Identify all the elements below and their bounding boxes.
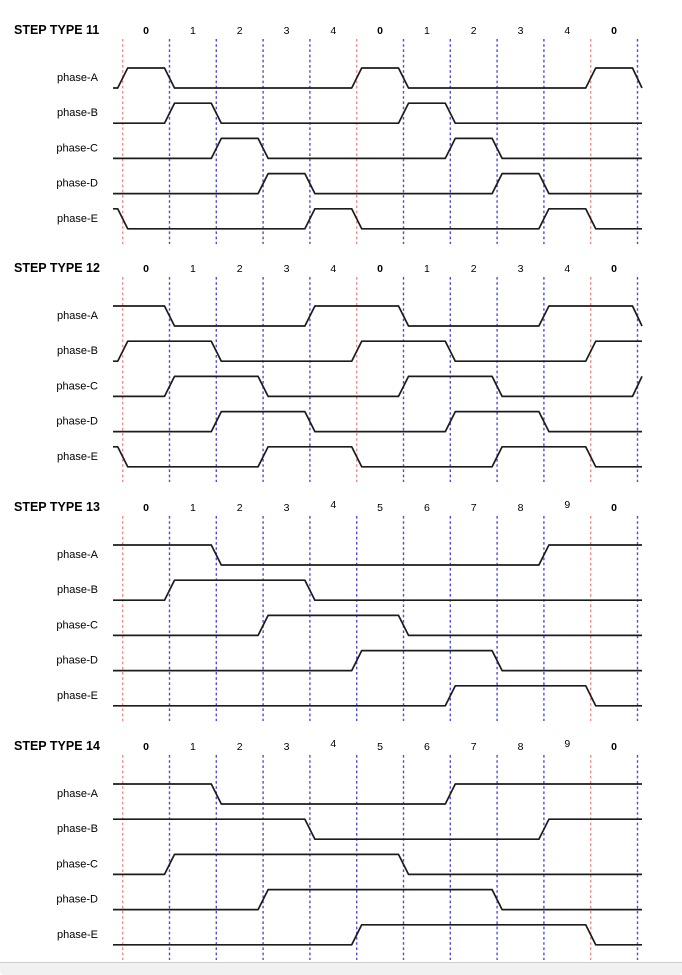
phase-label: phase-B	[57, 107, 98, 120]
step-label: 3	[283, 263, 290, 275]
step-label: 3	[283, 741, 290, 753]
step-label: 5	[377, 502, 384, 514]
step-label: 0	[143, 263, 150, 275]
section-title: STEP TYPE 13	[14, 500, 100, 514]
waveform-phase-E	[113, 209, 642, 229]
step-label: 4	[330, 263, 337, 275]
phase-label: phase-B	[57, 823, 98, 836]
step-label: 6	[423, 741, 430, 753]
step-label: 7	[470, 741, 477, 753]
waveform-phase-E	[113, 925, 642, 945]
step-label: 7	[470, 502, 477, 514]
step-label: 1	[189, 741, 196, 753]
waveform-phase-B	[113, 819, 642, 839]
waveform-phase-C	[113, 138, 642, 158]
step-label: 1	[189, 25, 196, 37]
phase-label: phase-D	[56, 415, 98, 428]
step-label: 2	[236, 263, 243, 275]
step-label: 4	[564, 263, 571, 275]
step-label: 3	[517, 263, 524, 275]
step-label: 2	[470, 263, 477, 275]
step-type-13-diagram	[0, 477, 682, 725]
step-label: 2	[236, 741, 243, 753]
phase-label: phase-A	[57, 72, 98, 84]
step-label: 0	[377, 25, 384, 37]
waveform-phase-D	[113, 412, 642, 432]
phase-label: phase-B	[57, 345, 98, 358]
waveform-phase-C	[113, 376, 642, 396]
step-label: 0	[611, 263, 618, 275]
phase-label: phase-E	[57, 212, 98, 225]
step-label: 0	[143, 502, 150, 514]
step-label: 2	[236, 502, 243, 514]
step-label: 5	[377, 741, 384, 753]
step-label: 0	[377, 263, 384, 275]
step-label: 0	[143, 741, 150, 753]
step-label: 6	[423, 502, 430, 514]
phase-label: phase-B	[57, 584, 98, 597]
step-label: 3	[283, 25, 290, 37]
phase-label: phase-C	[56, 142, 98, 155]
waveform-phase-D	[113, 890, 642, 910]
step-type-14-diagram	[0, 716, 682, 964]
step-label: 3	[283, 502, 290, 514]
step-label: 4	[564, 25, 571, 37]
waveform-phase-B	[113, 103, 642, 123]
waveform-phase-A	[113, 545, 642, 565]
step-label: 8	[517, 741, 524, 753]
step-label: 4	[330, 738, 337, 750]
step-label: 1	[189, 263, 196, 275]
phase-label: phase-D	[56, 654, 98, 667]
phase-label: phase-C	[56, 858, 98, 871]
step-label: 1	[423, 263, 430, 275]
step-label: 4	[330, 499, 337, 511]
step-label: 4	[330, 25, 337, 37]
step-label: 0	[611, 741, 618, 753]
step-label: 3	[517, 25, 524, 37]
waveform-phase-D	[113, 651, 642, 671]
phase-label: phase-C	[56, 380, 98, 393]
step-label: 9	[564, 499, 571, 511]
waveform-phase-D	[113, 174, 642, 194]
step-label: 0	[611, 502, 618, 514]
step-type-11-diagram	[0, 0, 682, 248]
section-title: STEP TYPE 14	[14, 739, 100, 753]
step-label: 0	[611, 25, 618, 37]
step-type-12-diagram	[0, 238, 682, 486]
section-title: STEP TYPE 12	[14, 261, 100, 275]
waveform-phase-B	[113, 341, 642, 361]
section-title: STEP TYPE 11	[14, 23, 100, 37]
step-label: 9	[564, 738, 571, 750]
phase-label: phase-E	[57, 450, 98, 463]
step-label: 0	[143, 25, 150, 37]
waveform-phase-E	[113, 447, 642, 467]
phase-label: phase-A	[57, 788, 98, 800]
step-label: 8	[517, 502, 524, 514]
phase-label: phase-D	[56, 893, 98, 906]
phase-label: phase-E	[57, 928, 98, 941]
waveform-phase-A	[113, 306, 642, 326]
waveform-phase-A	[113, 784, 642, 804]
step-label: 2	[236, 25, 243, 37]
phase-label: phase-A	[57, 310, 98, 322]
step-label: 1	[189, 502, 196, 514]
waveform-phase-E	[113, 686, 642, 706]
waveform-phase-A	[113, 68, 642, 88]
step-label: 1	[423, 25, 430, 37]
waveform-phase-B	[113, 580, 642, 600]
step-label: 2	[470, 25, 477, 37]
phase-label: phase-C	[56, 619, 98, 632]
page-bottom-border	[0, 962, 682, 975]
waveform-phase-C	[113, 854, 642, 874]
phase-label: phase-A	[57, 549, 98, 561]
phase-label: phase-D	[56, 177, 98, 190]
phase-label: phase-E	[57, 689, 98, 702]
waveform-phase-C	[113, 615, 642, 635]
